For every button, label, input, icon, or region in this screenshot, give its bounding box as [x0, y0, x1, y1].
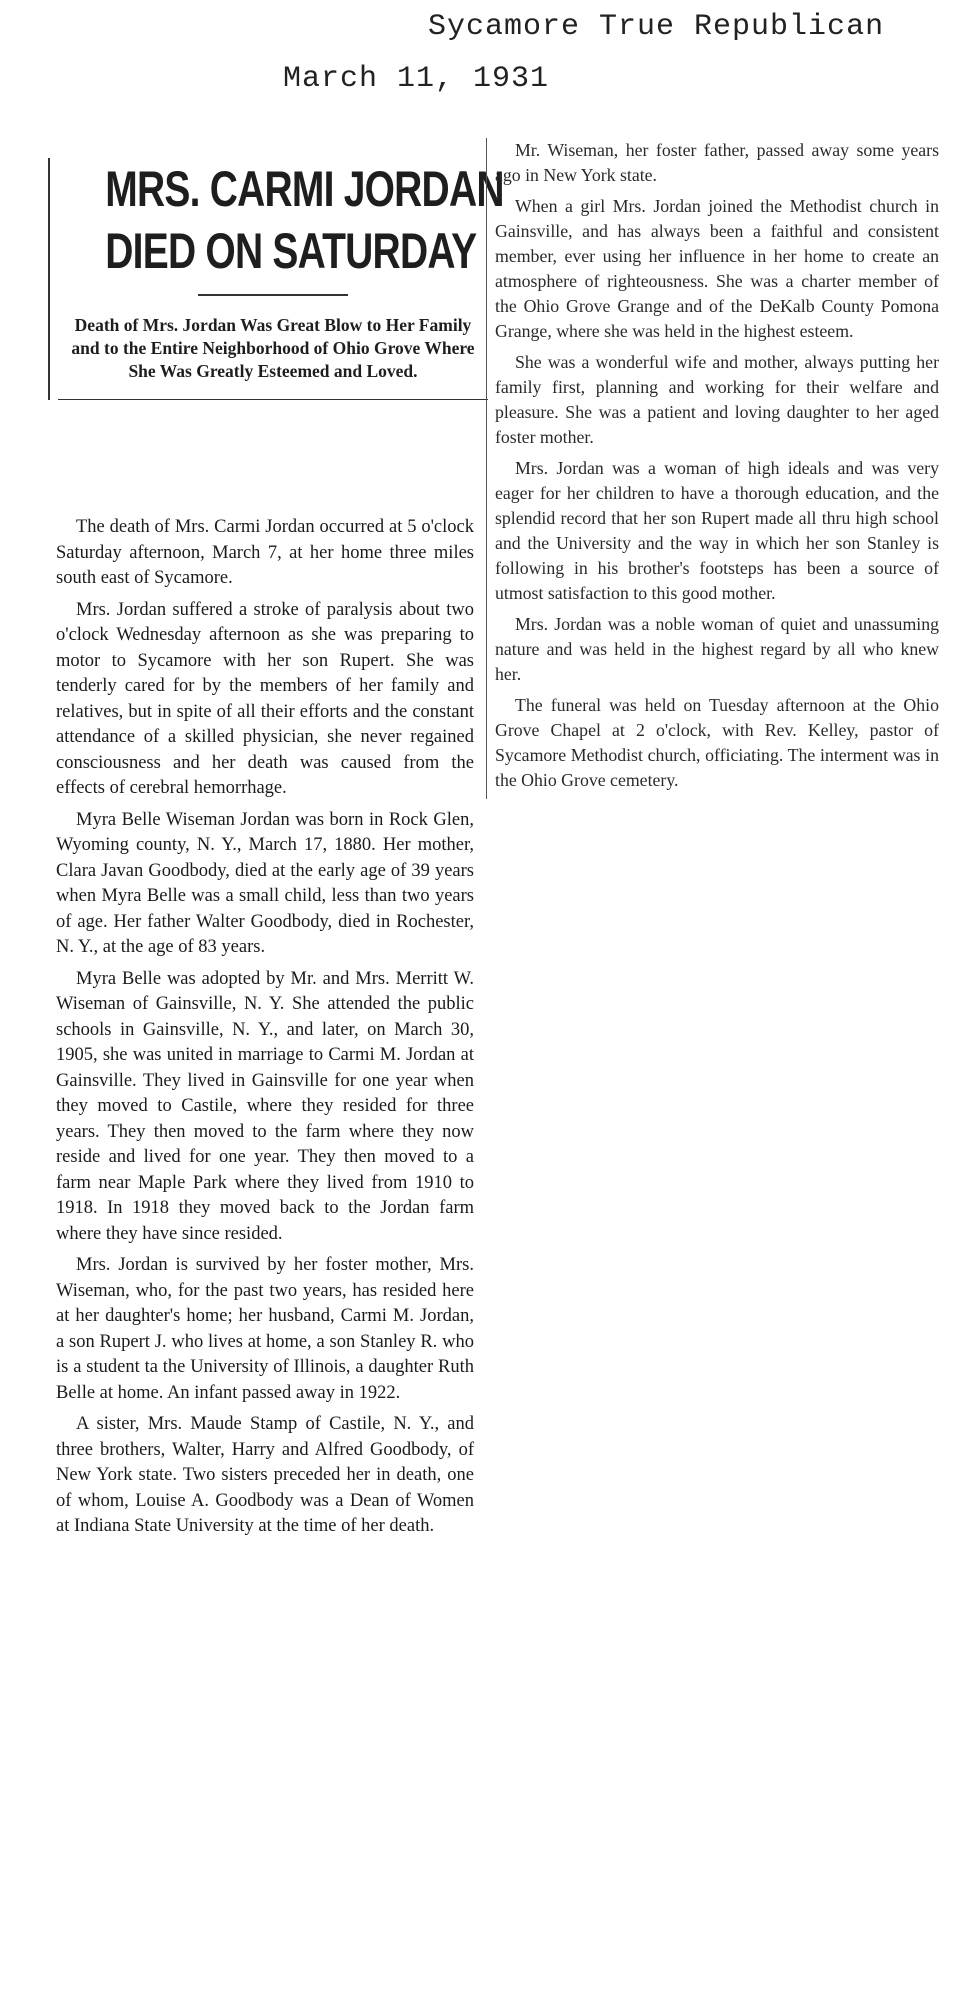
article-paragraph: When a girl Mrs. Jordan joined the Methodist church in Gainsville, and has always been a faithful and consistent member, ever using her influence in her home to create an atmosphere of righteousness. She was a charter member of the Ohio Grove Grange and of the DeKalb County Pomona Grange, where she was held in the highest esteem.: [495, 196, 939, 341]
deck-divider: [58, 399, 488, 400]
headline-line-2: DIED ON SATURDAY: [105, 223, 477, 279]
article-right-column: [486, 138, 939, 799]
newspaper-name: Sycamore True Republican: [428, 10, 885, 44]
publication-date: March 11, 1931: [283, 62, 550, 96]
article-paragraph: A sister, Mrs. Maude Stamp of Castile, N. Y., and three brothers, Walter, Harry and Alfred Goodbody, of New York state. Two sisters preceded her in death, one of whom, Louise A. Goodbody was a Dean of Women at Indiana State University at the time of her death.: [56, 1414, 474, 1536]
article-left-column: [48, 515, 474, 1546]
article-paragraph: Myra Belle Wiseman Jordan was born in Rock Glen, Wyoming county, N. Y., March 17, 1880. Her mother, Clara Javan Goodbody, died at the early age of 39 years when Myra Belle was a small child, less than two years of age. Her father Walter Goodbody, died in Rochester, N. Y., at the age of 83 years.: [56, 809, 474, 957]
article-paragraph: The death of Mrs. Carmi Jordan occurred at 5 o'clock Saturday afternoon, March 7, at her home three miles south east of Sycamore.: [56, 517, 474, 588]
article-paragraph: She was a wonderful wife and mother, always putting her family first, planning and working for their welfare and pleasure. She was a patient and loving daughter to her aged foster mother.: [495, 352, 939, 447]
article-paragraph: Mrs. Jordan suffered a stroke of paralysis about two o'clock Wednesday afternoon as she was preparing to motor to Sycamore with her son Rupert. She was tenderly cared for by the members of her family and relatives, but in spite of all their efforts and the constant attendance of a skilled physician, she never regained consciousness and her death was caused from the effects of cerebral hemorrhage.: [56, 599, 474, 798]
article-paragraph: Mrs. Jordan is survived by her foster mother, Mrs. Wiseman, who, for the past two years, has resided here at her daughter's home; her husband, Carmi M. Jordan, a son Rupert J. who lives at home, a son Stanley R. who is a student ta the University of Illinois, a daughter Ruth Belle at home. An infant passed away in 1922.: [56, 1255, 474, 1403]
article-paragraph: The funeral was held on Tuesday afternoon at the Ohio Grove Chapel at 2 o'clock, with Rev. Kelley, pastor of Sycamore Methodist church, officiating. The interment was in the Ohio Grove cemetery.: [495, 695, 939, 790]
headline-block: [48, 158, 504, 400]
subheadline-deck: Death of Mrs. Jordan Was Great Blow to Her Family and to the Entire Neighborhood of Ohio Grove Where She Was Greatly Esteemed and Loved.: [71, 315, 475, 381]
article-paragraph: Mr. Wiseman, her foster father, passed away some years ago in New York state.: [495, 140, 939, 185]
article-paragraph: Myra Belle was adopted by Mr. and Mrs. Merritt W. Wiseman of Gainsville, N. Y. She attended the public schools in Gainsville, N. Y., and later, on March 30, 1905, she was united in marriage to Carmi M. Jordan at Gainsville. They lived in Gainsville for one year when they moved to Castile, where they resided for three years. They then moved to the farm where they now reside and lived for one year. They then moved to a farm near Maple Park where they lived from 1910 to 1918. In 1918 they moved back to the Jordan farm where they have since resided.: [56, 968, 474, 1244]
headline-line-1: MRS. CARMI JORDAN: [105, 161, 504, 217]
article-paragraph: Mrs. Jordan was a woman of high ideals and was very eager for her children to have a thorough education, and the splendid record that her son Rupert made all thru high school and the University and the way in which her son Stanley is following in his brother's footsteps has been a source of utmost satisfaction to this good mother.: [495, 458, 939, 603]
article-paragraph: Mrs. Jordan was a noble woman of quiet and unassuming nature and was held in the highest regard by all who knew her.: [495, 614, 939, 684]
headline-divider: [198, 294, 348, 296]
